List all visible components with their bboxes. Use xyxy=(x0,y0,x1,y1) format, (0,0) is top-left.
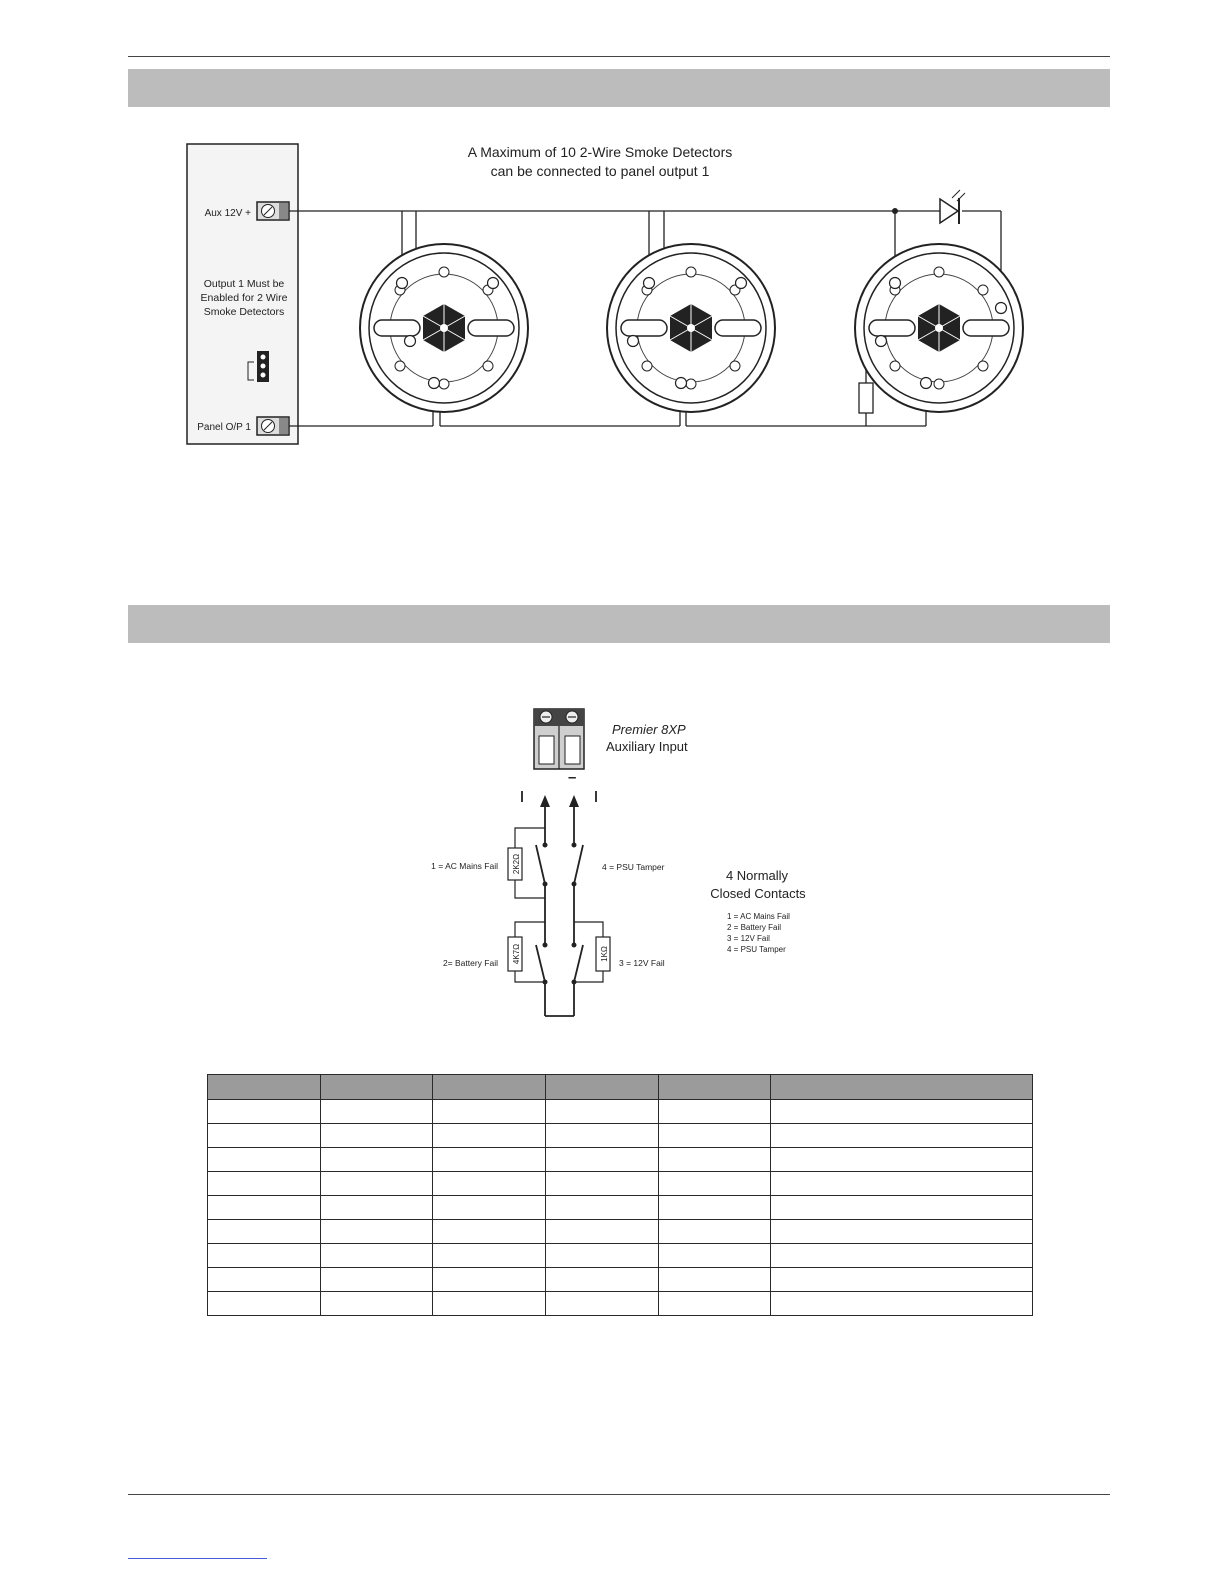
table-cell xyxy=(321,1100,433,1124)
table-header-cell xyxy=(546,1075,659,1100)
table-cell xyxy=(433,1172,546,1196)
table-cell xyxy=(321,1124,433,1148)
auxiliary-terminal-block xyxy=(534,709,584,769)
table-header-cell xyxy=(208,1075,321,1100)
table-cell xyxy=(659,1148,771,1172)
table-cell xyxy=(546,1268,659,1292)
empty-grid-table xyxy=(207,1074,1033,1316)
table-cell xyxy=(771,1148,1033,1172)
table-cell xyxy=(659,1100,771,1124)
table-cell xyxy=(321,1268,433,1292)
arrow-up-icon xyxy=(540,795,550,807)
table-cell xyxy=(208,1172,321,1196)
output-note-line1: Output 1 Must be xyxy=(203,278,285,290)
table-row xyxy=(208,1220,1033,1244)
table-row xyxy=(208,1268,1033,1292)
table-cell xyxy=(433,1268,546,1292)
diagram-heading-line1: A Maximum of 10 2-Wire Smoke Detectors xyxy=(467,144,733,160)
junction-dot xyxy=(892,208,898,214)
table-cell xyxy=(771,1292,1033,1316)
table-cell xyxy=(771,1244,1033,1268)
table-header-cell xyxy=(659,1075,771,1100)
table-cell xyxy=(208,1268,321,1292)
legend-title-line2: Closed Contacts xyxy=(710,886,806,901)
table-row xyxy=(208,1148,1033,1172)
table-row xyxy=(208,1124,1033,1148)
table-cell xyxy=(659,1244,771,1268)
table-cell xyxy=(208,1292,321,1316)
table-cell xyxy=(433,1196,546,1220)
output-note-line3: Smoke Detectors xyxy=(203,306,285,318)
aux-terminal-icon xyxy=(257,202,289,220)
end-of-line-resistor xyxy=(859,383,873,413)
table-cell xyxy=(321,1292,433,1316)
table-cell xyxy=(546,1100,659,1124)
table-cell xyxy=(771,1100,1033,1124)
table-cell xyxy=(433,1244,546,1268)
table-cell xyxy=(433,1100,546,1124)
smoke-detector-2 xyxy=(607,244,775,412)
table-cell xyxy=(321,1172,433,1196)
arrow-up-icon xyxy=(569,795,579,807)
legend-item: 4 = PSU Tamper xyxy=(727,945,786,954)
table-cell xyxy=(321,1220,433,1244)
table-row xyxy=(208,1100,1033,1124)
table-cell xyxy=(321,1196,433,1220)
table-header-cell xyxy=(771,1075,1033,1100)
table-row xyxy=(208,1196,1033,1220)
table-cell xyxy=(546,1292,659,1316)
table-cell xyxy=(771,1172,1033,1196)
table-cell xyxy=(208,1220,321,1244)
table-cell xyxy=(659,1172,771,1196)
section-band-2 xyxy=(128,605,1110,643)
smoke-detector-wiring-diagram xyxy=(0,0,1224,470)
footer-link-underline[interactable] xyxy=(128,1558,267,1559)
contact-points xyxy=(543,843,577,985)
aux-12v-label: Aux 12V + xyxy=(204,208,251,219)
smoke-detector-1 xyxy=(360,244,528,412)
table-cell xyxy=(771,1196,1033,1220)
legend-title-line1: 4 Normally xyxy=(725,868,789,883)
auxiliary-input-diagram xyxy=(0,690,1224,1030)
table-cell xyxy=(433,1148,546,1172)
resistor-4k7-label: 4K7Ω xyxy=(512,943,521,965)
table-cell xyxy=(433,1292,546,1316)
legend-item: 1 = AC Mains Fail xyxy=(727,912,790,921)
smoke-detector-3 xyxy=(855,244,1023,412)
table-cell xyxy=(208,1244,321,1268)
table-cell xyxy=(321,1148,433,1172)
table-cell xyxy=(208,1124,321,1148)
device-name-label: Premier 8XP xyxy=(612,722,686,737)
table-cell xyxy=(546,1196,659,1220)
table-cell xyxy=(208,1100,321,1124)
table-cell xyxy=(321,1244,433,1268)
led-indicator-icon xyxy=(940,190,965,224)
contact1-label: 1 = AC Mains Fail xyxy=(431,861,498,871)
table-header-cell xyxy=(321,1075,433,1100)
panel-op1-label: Panel O/P 1 xyxy=(197,422,251,433)
table-cell xyxy=(433,1220,546,1244)
table-cell xyxy=(546,1244,659,1268)
legend-item: 3 = 12V Fail xyxy=(727,934,770,943)
legend-item: 2 = Battery Fail xyxy=(727,923,782,932)
minus-label: – xyxy=(568,769,577,786)
bottom-rule xyxy=(128,1494,1110,1495)
table-row xyxy=(208,1172,1033,1196)
diagram-heading-line2: can be connected to panel output 1 xyxy=(490,163,710,179)
resistor-1k-label: 1KΩ xyxy=(600,946,609,962)
table-cell xyxy=(771,1124,1033,1148)
contact4-label: 4 = PSU Tamper xyxy=(602,862,665,872)
table-cell xyxy=(659,1268,771,1292)
table-cell xyxy=(208,1196,321,1220)
panel-op1-terminal-icon xyxy=(257,417,289,435)
table-cell xyxy=(771,1268,1033,1292)
table-cell xyxy=(546,1220,659,1244)
table-row xyxy=(208,1292,1033,1316)
table-cell xyxy=(546,1124,659,1148)
table-cell xyxy=(208,1148,321,1172)
resistor-2k2-label: 2K2Ω xyxy=(512,853,521,875)
table-header-cell xyxy=(433,1075,546,1100)
table-cell xyxy=(659,1196,771,1220)
table-cell xyxy=(433,1124,546,1148)
device-input-label: Auxiliary Input xyxy=(606,739,688,754)
contact3-label: 3 = 12V Fail xyxy=(619,958,665,968)
resistor-wiring xyxy=(515,828,603,982)
table-cell xyxy=(546,1148,659,1172)
table-cell xyxy=(546,1172,659,1196)
contact2-label: 2= Battery Fail xyxy=(442,958,498,968)
output-note-line2: Enabled for 2 Wire xyxy=(200,292,288,304)
table-header-row xyxy=(208,1075,1033,1100)
table-cell xyxy=(771,1220,1033,1244)
table-row xyxy=(208,1244,1033,1268)
table-cell xyxy=(659,1220,771,1244)
table-cell xyxy=(659,1124,771,1148)
table-cell xyxy=(659,1292,771,1316)
